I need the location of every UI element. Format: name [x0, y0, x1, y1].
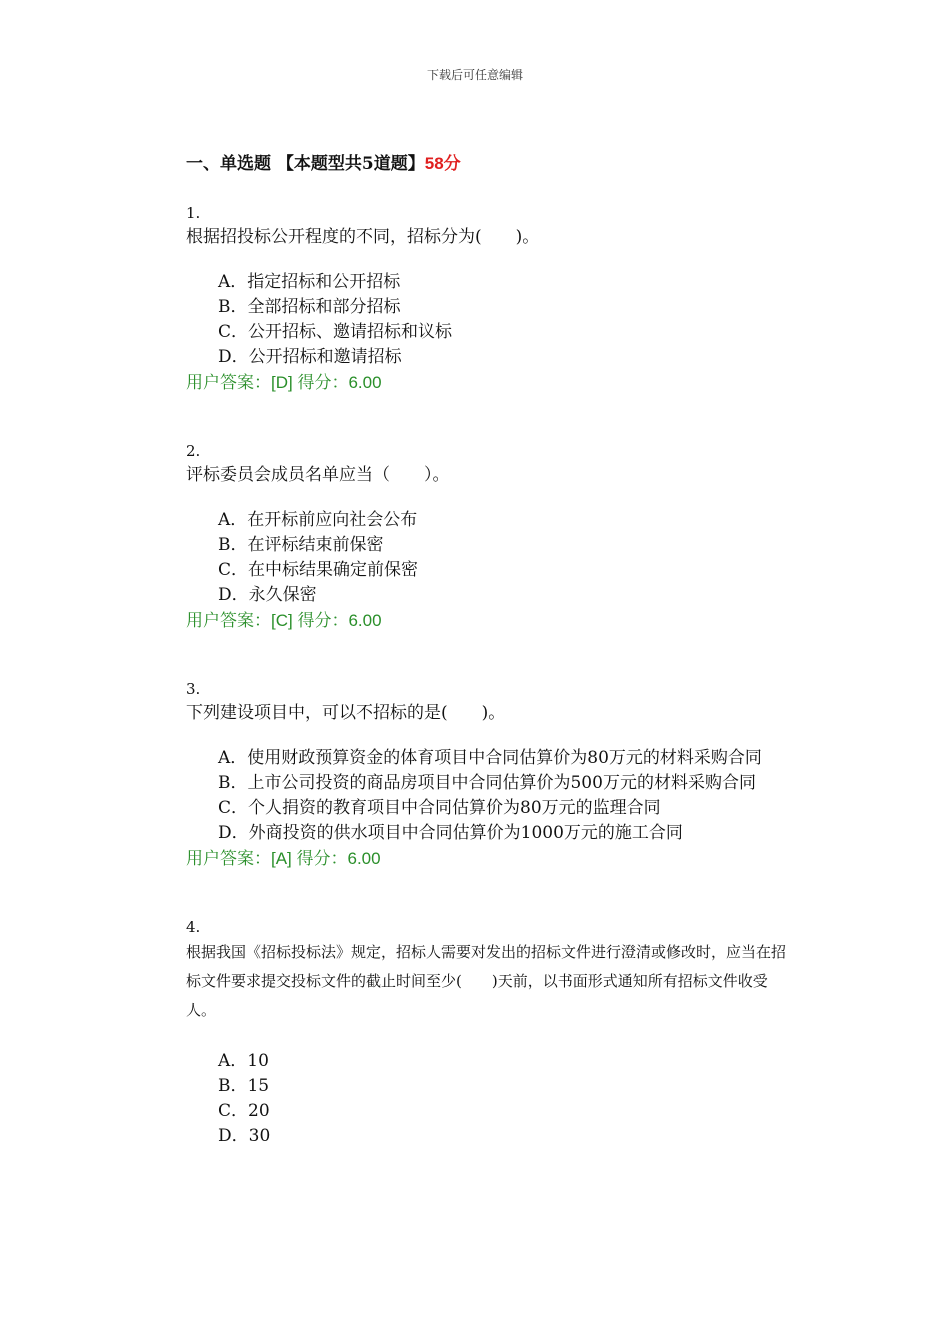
section-score: 58分 [424, 154, 461, 173]
question-3 [186, 678, 786, 872]
question-stem: 下列建设项目中，可以不招标的是( )。 [186, 703, 506, 723]
option-c: C．个人捐资的教育项目中合同估算价为80万元的监理合同 [218, 798, 661, 818]
exam-content [186, 150, 786, 1149]
option-list [186, 270, 786, 370]
option-d: D．外商投资的供水项目中合同估算价为1000万元的施工合同 [218, 823, 683, 843]
question-stem: 根据我国《招标投标法》规定，招标人需要对发出的招标文件进行澄清或修改时，应当在招标文件要求提交投标文件的截止时间至少( )天前，以书面形式通知所有招标文件收受人。 [186, 943, 787, 1019]
option-a: A．10 [218, 1051, 269, 1071]
option-b: B．全部招标和部分招标 [218, 297, 401, 317]
option-c: C．在中标结果确定前保密 [218, 560, 419, 580]
user-answer: 用户答案：[D] 得分：6.00 [186, 373, 382, 392]
question-4 [186, 916, 786, 1149]
option-list [186, 508, 786, 608]
question-2 [186, 440, 786, 634]
option-c: C．20 [218, 1101, 270, 1121]
question-number: 1. [186, 204, 201, 222]
user-answer: 用户答案：[C] 得分：6.00 [186, 611, 382, 630]
question-stem: 评标委员会成员名单应当（ ）。 [186, 465, 450, 485]
option-d: D．30 [218, 1126, 271, 1146]
option-d: D．公开招标和邀请招标 [218, 347, 402, 367]
question-number: 2. [186, 442, 201, 460]
section-title [186, 150, 786, 178]
option-a: A．在开标前应向社会公布 [218, 510, 418, 530]
question-number: 4. [186, 918, 201, 936]
page-header: 下载后可任意编辑 [426, 68, 523, 82]
question-1 [186, 202, 786, 396]
option-b: B．上市公司投资的商品房项目中合同估算价为500万元的材料采购合同 [218, 773, 756, 793]
option-b: B．15 [218, 1076, 270, 1096]
question-stem: 根据招投标公开程度的不同，招标分为( )。 [186, 227, 540, 247]
section-title-text: 一、单选题 【本题型共5道题】 [186, 154, 425, 174]
option-list [186, 1049, 786, 1149]
question-number: 3. [186, 680, 201, 698]
option-list [186, 746, 786, 846]
option-b: B．在评标结束前保密 [218, 535, 384, 555]
option-a: A．指定招标和公开招标 [218, 272, 401, 292]
option-c: C．公开招标、邀请招标和议标 [218, 322, 453, 342]
user-answer: 用户答案：[A] 得分：6.00 [186, 849, 381, 868]
option-a: A．使用财政预算资金的体育项目中合同估算价为80万元的材料采购合同 [218, 748, 762, 768]
option-d: D．永久保密 [218, 585, 317, 605]
